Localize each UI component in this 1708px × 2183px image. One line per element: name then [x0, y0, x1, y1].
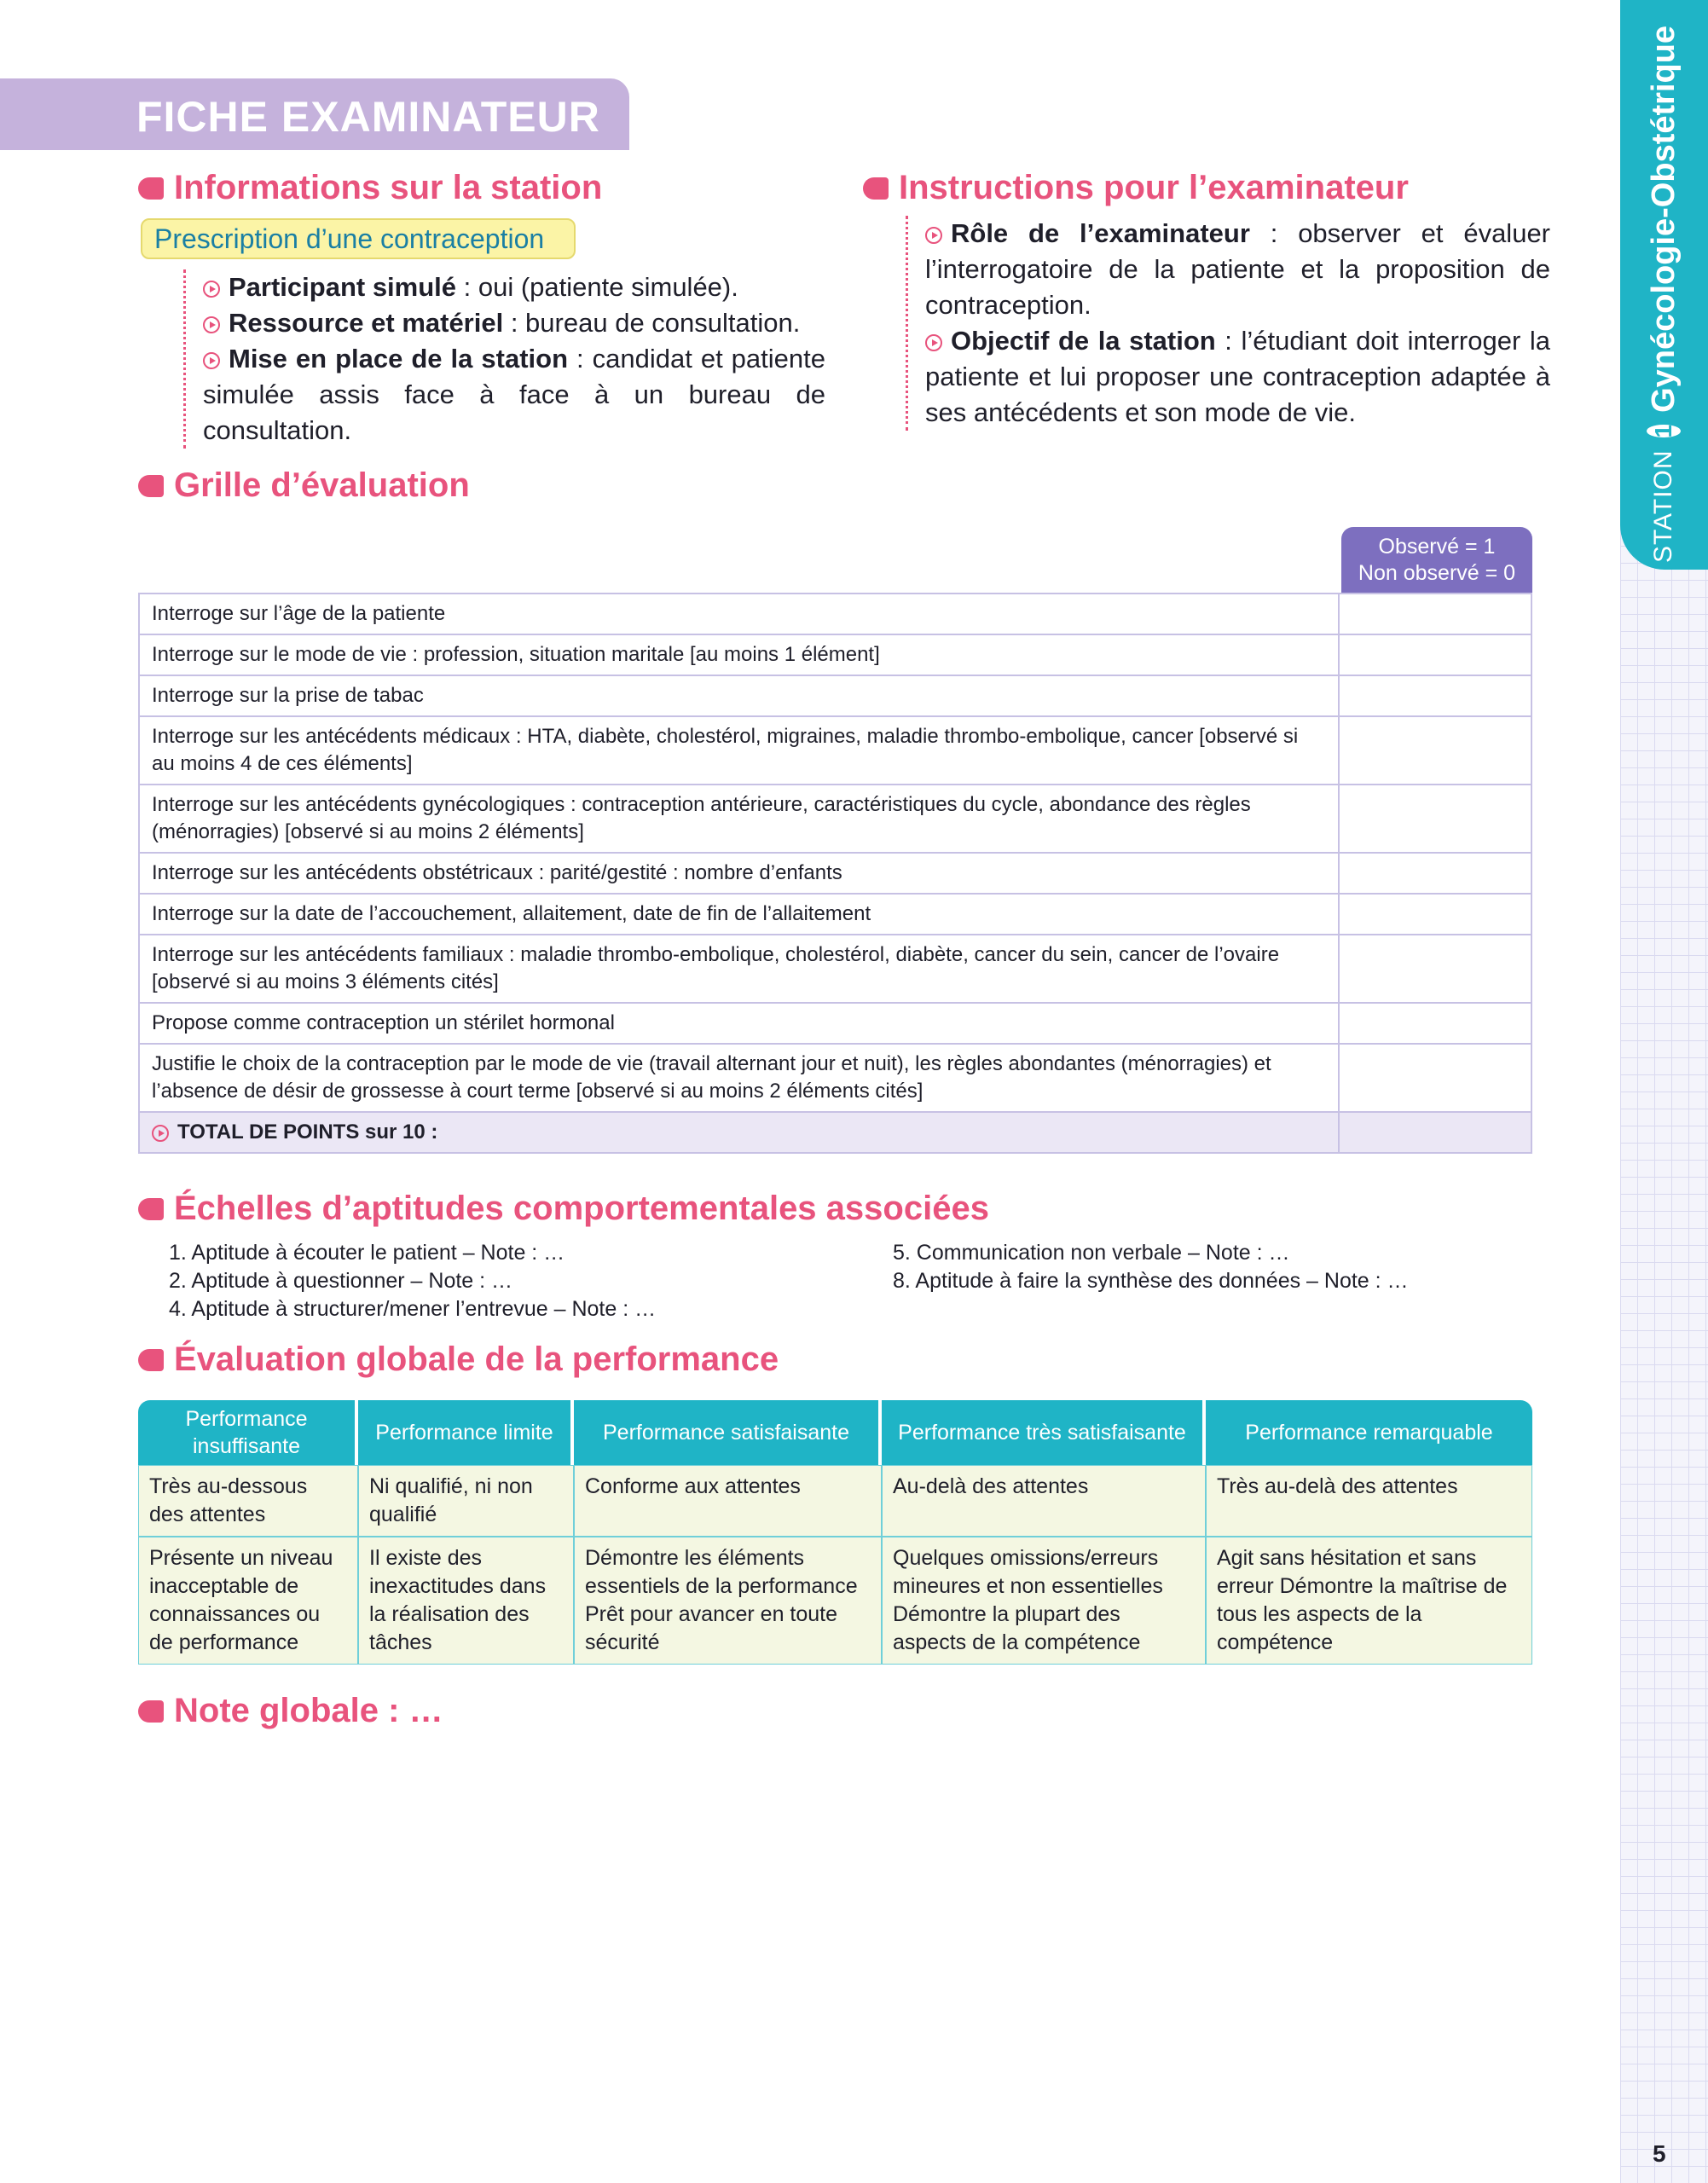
- performance-table: [138, 1400, 1532, 1665]
- table-row: [139, 716, 1531, 785]
- performance-section-title: [138, 1340, 779, 1379]
- info-item: [203, 269, 825, 305]
- station-number: 1: [1647, 425, 1681, 438]
- table-row: [138, 1537, 1532, 1665]
- aptitudes-section-title: [138, 1190, 989, 1228]
- performance-header: Performance insuffisante: [138, 1400, 358, 1465]
- performance-header: Performance remarquable: [1206, 1400, 1532, 1465]
- play-circle-icon: [203, 352, 220, 369]
- score-cell[interactable]: [1339, 785, 1531, 853]
- table-row: [139, 634, 1531, 675]
- table-row: [139, 675, 1531, 716]
- grid-section-title: [138, 466, 470, 505]
- performance-cell: Quelques omissions/erreurs mineures et non essentielles Démontre la plupart des aspects de la compétence: [882, 1537, 1206, 1665]
- chapter-tab-label: [1638, 25, 1689, 564]
- play-circle-icon: [203, 281, 220, 298]
- criterion-cell: Justifie le choix de la contraception par le mode de vie (travail alternant jour et nuit), les règles abondantes (ménorragies) et l’absence de désir de grossesse à court terme [observé si au moins 2 éléments cités]: [139, 1044, 1339, 1112]
- instructions-item: [925, 323, 1550, 431]
- station-label: STATION: [1649, 449, 1677, 564]
- score-cell[interactable]: [1339, 1044, 1531, 1112]
- criterion-cell: Interroge sur la date de l’accouchement, allaitement, date de fin de l’allaitement: [139, 894, 1339, 935]
- criterion-cell: Propose comme contraception un stérilet hormonal: [139, 1003, 1339, 1044]
- score-cell[interactable]: [1339, 594, 1531, 634]
- performance-cell: Très au-dessous des attentes: [138, 1465, 358, 1537]
- instructions-section-title: [863, 169, 1409, 207]
- score-column-header: [1341, 527, 1532, 593]
- score-cell[interactable]: [1339, 675, 1531, 716]
- page-title: FICHE EXAMINATEUR: [136, 93, 600, 141]
- info-item-text: : bureau de consultation.: [503, 308, 801, 338]
- play-circle-icon: [203, 316, 220, 333]
- criterion-cell: Interroge sur la prise de tabac: [139, 675, 1339, 716]
- table-row: [139, 935, 1531, 1003]
- score-cell[interactable]: [1339, 1003, 1531, 1044]
- aptitudes-left-list: [169, 1239, 656, 1323]
- total-row: [139, 1112, 1531, 1153]
- play-circle-icon: [152, 1125, 169, 1142]
- info-item-label: Participant simulé: [229, 272, 457, 302]
- play-circle-icon: [925, 227, 942, 244]
- instructions-item-label: Rôle de l’examinateur: [951, 218, 1250, 248]
- performance-cell: Présente un niveau inacceptable de connaissances ou de performance: [138, 1537, 358, 1665]
- page-number: 5: [1653, 2140, 1666, 2167]
- score-header-line: Non observé = 0: [1358, 561, 1516, 585]
- info-item-text: : oui (patiente simulée).: [456, 272, 738, 302]
- total-label-cell: [139, 1112, 1339, 1153]
- score-cell[interactable]: [1339, 634, 1531, 675]
- grid-title-text: Grille d’évaluation: [174, 466, 470, 504]
- aptitude-item: 4. Aptitude à structurer/mener l’entrevue – Note : …: [169, 1297, 657, 1321]
- subject-label: Gynécologie-Obstétrique: [1645, 25, 1682, 413]
- score-cell[interactable]: [1339, 716, 1531, 785]
- score-cell[interactable]: [1339, 853, 1531, 894]
- score-cell[interactable]: [1339, 894, 1531, 935]
- performance-header: Performance très satisfaisante: [882, 1400, 1206, 1465]
- performance-cell: Démontre les éléments essentiels de la performance Prêt pour avancer en toute sécurité: [574, 1537, 882, 1665]
- aptitude-item: 5. Communication non verbale – Note : …: [893, 1241, 1290, 1265]
- note-section-title: [138, 1692, 443, 1730]
- table-row: [138, 1465, 1532, 1537]
- table-row: [139, 785, 1531, 853]
- instructions-list: [906, 216, 1550, 431]
- performance-header-row: [138, 1400, 1532, 1465]
- info-item-text: : candidat et patiente simulée assis face à face à un bureau de consultation.: [203, 344, 826, 445]
- section-bullet-icon: [863, 177, 889, 200]
- criterion-cell: Interroge sur les antécédents familiaux : maladie thrombo-embolique, cholestérol, diabète, cancer du sein, cancer de l’ovaire [observé si au moins 3 éléments cités]: [139, 935, 1339, 1003]
- criterion-cell: Interroge sur les antécédents médicaux : HTA, diabète, cholestérol, migraines, maladie thrombo-embolique, cancer [observé si au moins 4 de ces éléments]: [139, 716, 1339, 785]
- total-score-cell[interactable]: [1339, 1112, 1531, 1153]
- table-row: [139, 853, 1531, 894]
- aptitude-item: 2. Aptitude à questionner – Note : …: [169, 1269, 513, 1293]
- score-header-line: Observé = 1: [1378, 535, 1496, 559]
- performance-cell: Il existe des inexactitudes dans la réalisation des tâches: [358, 1537, 574, 1665]
- instructions-title-text: Instructions pour l’examinateur: [899, 169, 1409, 206]
- aptitudes-right-list: [893, 1239, 1409, 1295]
- criterion-cell: Interroge sur l’âge de la patiente: [139, 594, 1339, 634]
- section-bullet-icon: [138, 1198, 164, 1220]
- info-item-label: Mise en place de la station: [229, 344, 569, 373]
- section-bullet-icon: [138, 1349, 164, 1371]
- evaluation-grid: [138, 593, 1532, 1154]
- table-row: [139, 1003, 1531, 1044]
- info-item: [203, 341, 825, 449]
- performance-cell: Au-delà des attentes: [882, 1465, 1206, 1537]
- instructions-item-text: : l’étudiant doit interroger la patiente et lui proposer une contraception adaptée à ses antécédents et son mode de vie.: [925, 326, 1550, 427]
- performance-cell: Agit sans hésitation et sans erreur Démontre la maîtrise de tous les aspects de la compétence: [1206, 1537, 1532, 1665]
- aptitudes-title-text: Échelles d’aptitudes comportementales associées: [174, 1190, 989, 1227]
- instructions-item-text: : observer et évaluer l’interrogatoire de la patiente et la proposition de contraception.: [925, 218, 1551, 320]
- instructions-item: [925, 216, 1550, 323]
- performance-title-text: Évaluation globale de la performance: [174, 1340, 779, 1378]
- note-title-text: Note globale : …: [174, 1692, 443, 1729]
- instructions-item-label: Objectif de la station: [951, 326, 1216, 356]
- table-row: [139, 894, 1531, 935]
- info-item-label: Ressource et matériel: [229, 308, 504, 338]
- station-highlight: Prescription d’une contraception: [141, 218, 576, 259]
- criterion-cell: Interroge sur les antécédents gynécologiques : contraception antérieure, caractéristiques du cycle, abondance des règles (ménorragies) [observé si au moins 2 éléments]: [139, 785, 1339, 853]
- aptitude-item: 8. Aptitude à faire la synthèse des données – Note : …: [893, 1269, 1409, 1293]
- info-list: [183, 269, 825, 449]
- section-bullet-icon: [138, 475, 164, 497]
- section-bullet-icon: [138, 177, 164, 200]
- aptitude-item: 1. Aptitude à écouter le patient – Note : …: [169, 1241, 565, 1265]
- performance-cell: Ni qualifié, ni non qualifié: [358, 1465, 574, 1537]
- score-cell[interactable]: [1339, 935, 1531, 1003]
- info-title-text: Informations sur la station: [174, 169, 603, 206]
- performance-cell: Très au-delà des attentes: [1206, 1465, 1532, 1537]
- criterion-cell: Interroge sur les antécédents obstétricaux : parité/gestité : nombre d’enfants: [139, 853, 1339, 894]
- table-row: [139, 594, 1531, 634]
- performance-header: Performance limite: [358, 1400, 574, 1465]
- criterion-cell: Interroge sur le mode de vie : profession, situation maritale [au moins 1 élément]: [139, 634, 1339, 675]
- total-label: TOTAL DE POINTS sur 10 :: [177, 1120, 438, 1144]
- table-row: [139, 1044, 1531, 1112]
- performance-header: Performance satisfaisante: [574, 1400, 882, 1465]
- info-section-title: [138, 169, 602, 207]
- play-circle-icon: [925, 334, 942, 351]
- info-item: [203, 305, 825, 341]
- performance-cell: Conforme aux attentes: [574, 1465, 882, 1537]
- section-bullet-icon: [138, 1700, 164, 1723]
